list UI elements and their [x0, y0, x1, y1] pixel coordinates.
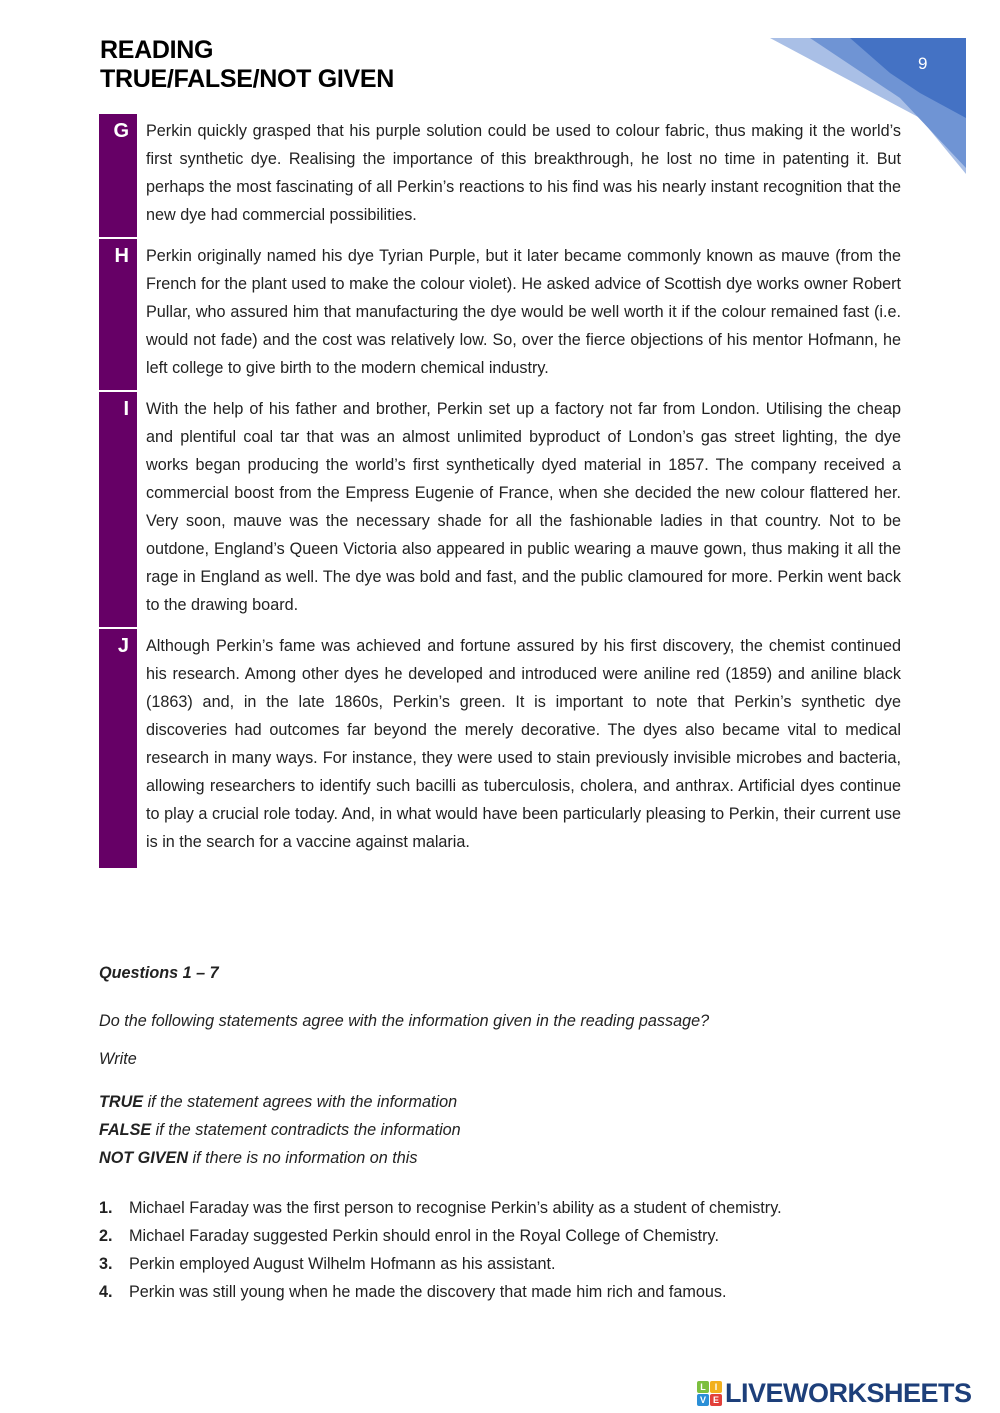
- title-line-type: TRUE/FALSE/NOT GIVEN: [100, 65, 395, 93]
- paragraph-g: [99, 114, 901, 239]
- logo-text: LIVEWORKSHEETS: [725, 1378, 972, 1408]
- paragraph-text: Although Perkin’s fame was achieved and fortune assured by his first discovery, the chemist continued his research. Among other dyes he developed and introduced were aniline red (1859) and aniline black (1863) and, in the late 1860s, Perkin’s green. It is important to note that Perkin’s synthetic dye discoveries had outcomes far beyond the merely decorative. The dyes also became vital to medical research in many ways. For instance, they were used to stain previously invisible microbes and bacteria, allowing researchers to identify such bacilli as tuberculosis, cholera, and anthrax. Artificial dyes continue to play a crucial role today. And, in what would have been particularly pleasing to Perkin, their current use is in the search for a vaccine against malaria.: [146, 637, 901, 851]
- paragraph-label: H: [99, 239, 137, 392]
- paragraph-text: Perkin quickly grasped that his purple solution could be used to colour fabric, thus making it the world’s first synthetic dye. Realising the importance of this breakthrough, he lost no time in patenting it. But perhaps the most fascinating of all Perkin’s reactions to his find was his nearly instant recognition that the new dye had commercial possibilities.: [146, 122, 901, 224]
- question-text: Michael Faraday was the first person to recognise Perkin’s ability as a student of chemistry.: [129, 1199, 782, 1217]
- title-line-reading: READING: [100, 36, 214, 64]
- paragraph-h: [99, 239, 901, 392]
- answer-legend: [99, 1088, 919, 1172]
- question-list: [99, 1194, 919, 1306]
- question-text: Perkin was still young when he made the discovery that made him rich and famous.: [129, 1283, 727, 1301]
- paragraph-label: J: [99, 629, 137, 870]
- question-item: [99, 1194, 919, 1222]
- page-title: [100, 36, 394, 94]
- questions-heading: Questions 1 – 7: [99, 964, 219, 982]
- question-text: Michael Faraday suggested Perkin should enrol in the Royal College of Chemistry.: [129, 1227, 719, 1245]
- paragraph-label: G: [99, 114, 137, 239]
- paragraph-i: [99, 392, 901, 629]
- questions-instruction: Do the following statements agree with the information given in the reading passage?: [99, 1012, 710, 1030]
- page-number: 9: [918, 54, 928, 73]
- liveworksheets-logo[interactable]: [697, 1378, 972, 1409]
- paragraph-text: With the help of his father and brother, Perkin set up a factory not far from London. Utilising the cheap and plentiful coal tar that was an almost unlimited byproduct of London’s gas street lighting, the dye works began producing the world’s first synthetically dyed material in 1857. The company received a commercial boost from the Empress Eugenie of France, when she decided the new colour flattered her. Very soon, mauve was the necessary shade for all the fashionable ladies in that country. Not to be outdone, England’s Queen Victoria also appeared in public wearing a mauve gown, thus making it all the rage in England as well. The dye was bold and fast, and the public clamoured for more. Perkin went back to the drawing board.: [146, 400, 901, 614]
- reading-passage: [99, 114, 901, 870]
- question-item: [99, 1222, 919, 1250]
- question-item: [99, 1250, 919, 1278]
- question-item: [99, 1278, 919, 1306]
- question-number: 4.: [99, 1283, 113, 1301]
- question-number: 2.: [99, 1227, 113, 1245]
- paragraph-label: I: [99, 392, 137, 629]
- write-label: Write: [99, 1050, 137, 1068]
- legend-not-given: NOT GIVEN if there is no information on this: [99, 1149, 418, 1167]
- legend-true: TRUE if the statement agrees with the information: [99, 1093, 458, 1111]
- logo-icon: L I V E: [697, 1381, 722, 1406]
- question-number: 3.: [99, 1255, 113, 1273]
- questions-section: [99, 964, 919, 1306]
- question-text: Perkin employed August Wilhelm Hofmann as his assistant.: [129, 1255, 556, 1273]
- question-number: 1.: [99, 1199, 113, 1217]
- legend-false: FALSE if the statement contradicts the information: [99, 1121, 461, 1139]
- paragraph-j: [99, 629, 901, 870]
- paragraph-text: Perkin originally named his dye Tyrian Purple, but it later became commonly known as mauve (from the French for the plant used to make the colour violet). He asked advice of Scottish dye works owner Robert Pullar, who assured him that manufacturing the dye would be well worth it if the colour remained fast (i.e. would not fade) and the cost was relatively low. So, over the fierce objections of his mentor Hofmann, he left college to give birth to the modern chemical industry.: [146, 247, 901, 377]
